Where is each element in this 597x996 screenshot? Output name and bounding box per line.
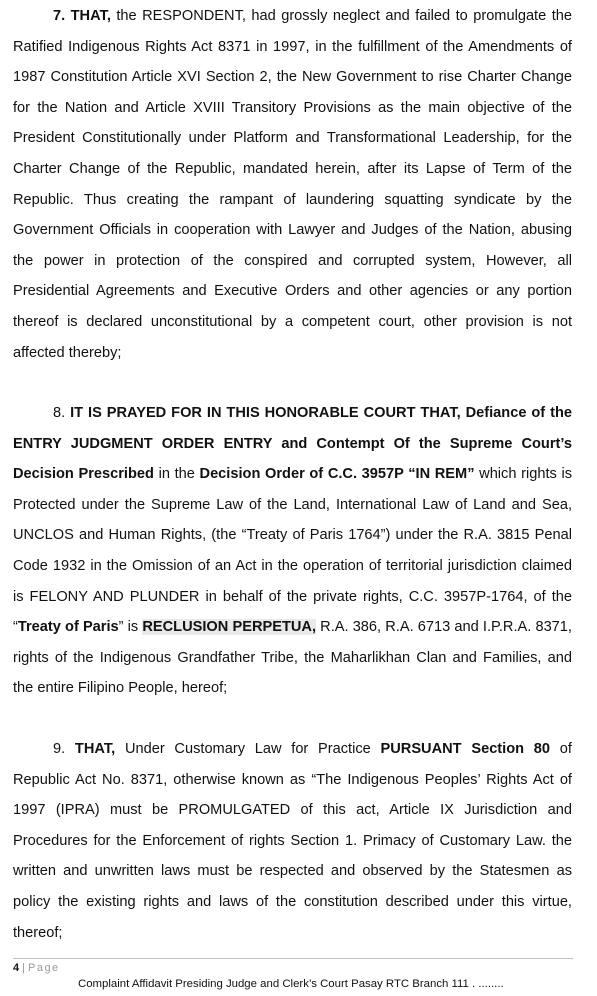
paragraph-8-text: which rights is Protected under the Supreme Law of the Land, International Law of Land and Sea, UNCLOS and Human Rights, (the “Treaty of Paris 1764”) under the R.A. 3815 Penal Code 1932 in the Omission of an Act in the operation of territorial jurisdiction claimed is FELONY AND PLUNDER in behalf of the private rights, C.C. 3957P-1764, of the “ (13, 466, 572, 636)
paragraph-8-text: R.A. 386, R.A. 6713 and I.P.R.A. 8371, rights of the Indigenous Grandfather Tribe, the Maharlikhan Clan and Families, and the entire Filipino People, hereof; (13, 619, 572, 697)
page-number (13, 961, 60, 975)
paragraph-8-treaty: Treaty of Paris (17, 619, 119, 636)
page-number-separator: | (22, 962, 25, 974)
paragraph-9-text: of Republic Act No. 8371, otherwise known as “The Indigenous Peoples’ Rights Act of 1997 (IPRA) must be PROMULGATED of this act, Article IX Jurisdiction and Procedures for the Enforcement of rights Section 1. Primacy of Customary Law. the written and unwritten laws must be respected and observed by the Statesmen as policy the existing rights and laws of the constitution described under this virtue, thereof; (13, 741, 572, 941)
paragraph-8-reclusion-perpetua: RECLUSION PERPETUA, (142, 619, 316, 636)
paragraph-8-text: ” is (118, 619, 139, 636)
paragraph-9-text: Under Customary Law for Practice (124, 741, 371, 757)
paragraph-9-number: 9. (53, 741, 66, 757)
paragraph-8 (13, 398, 572, 704)
paragraph-9-section: PURSUANT Section 80 (380, 741, 551, 757)
paragraph-8-text: in the (158, 466, 195, 483)
page-label: Page (27, 962, 60, 974)
paragraph-8-number: 8. (53, 405, 66, 421)
footer-caption: Complaint Affidavit Presiding Judge and Clerk’s Court Pasay RTC Branch 111 . ........ (78, 978, 504, 990)
paragraph-9-lead: THAT, (74, 741, 116, 757)
paragraph-7-number: 7. (53, 8, 66, 24)
footer-divider (13, 958, 573, 959)
page-number-value: 4 (13, 962, 20, 974)
paragraph-7-text: the RESPONDENT, had grossly neglect and failed to promulgate the Ratified Indigenous Rights Act 8371 in 1997, in the fulfillment of the Amendments of 1987 Constitution Article XVI Section 2, the New Government to rise Charter Change for the Nation and Article XVIII Transitory Provisions as the main objective of the President Constitutionally under Platform and Transformational Leadership, for the Charter Change of the Republic, mandated herein, after its Lapse of Term of the Republic. Thus creating the rampant of laundering squatting syndicate by the Government Officials in cooperation with Lawyer and Judges of the Nation, abusing the power in protection of the conspired and corrupted system, However, all Presidential Agreements and Executive Orders and other agencies or any portion thereof is declared unconstitutional by a competent court, other provision is not affected thereby; (13, 8, 572, 361)
paragraph-7 (13, 1, 572, 368)
paragraph-7-lead: THAT, (70, 8, 111, 24)
paragraph-8-decision-order: Decision Order of C.C. 3957P “IN REM” (199, 466, 475, 483)
paragraph-9 (13, 734, 572, 948)
paragraph-8-prayer: IT IS PRAYED FOR IN THIS HONORABLE COURT THAT, Defiance of the ENTRY JUDGMENT ORDER ENTRY and Contempt Of the Supreme Court’s Decision Prescribed (13, 405, 572, 483)
